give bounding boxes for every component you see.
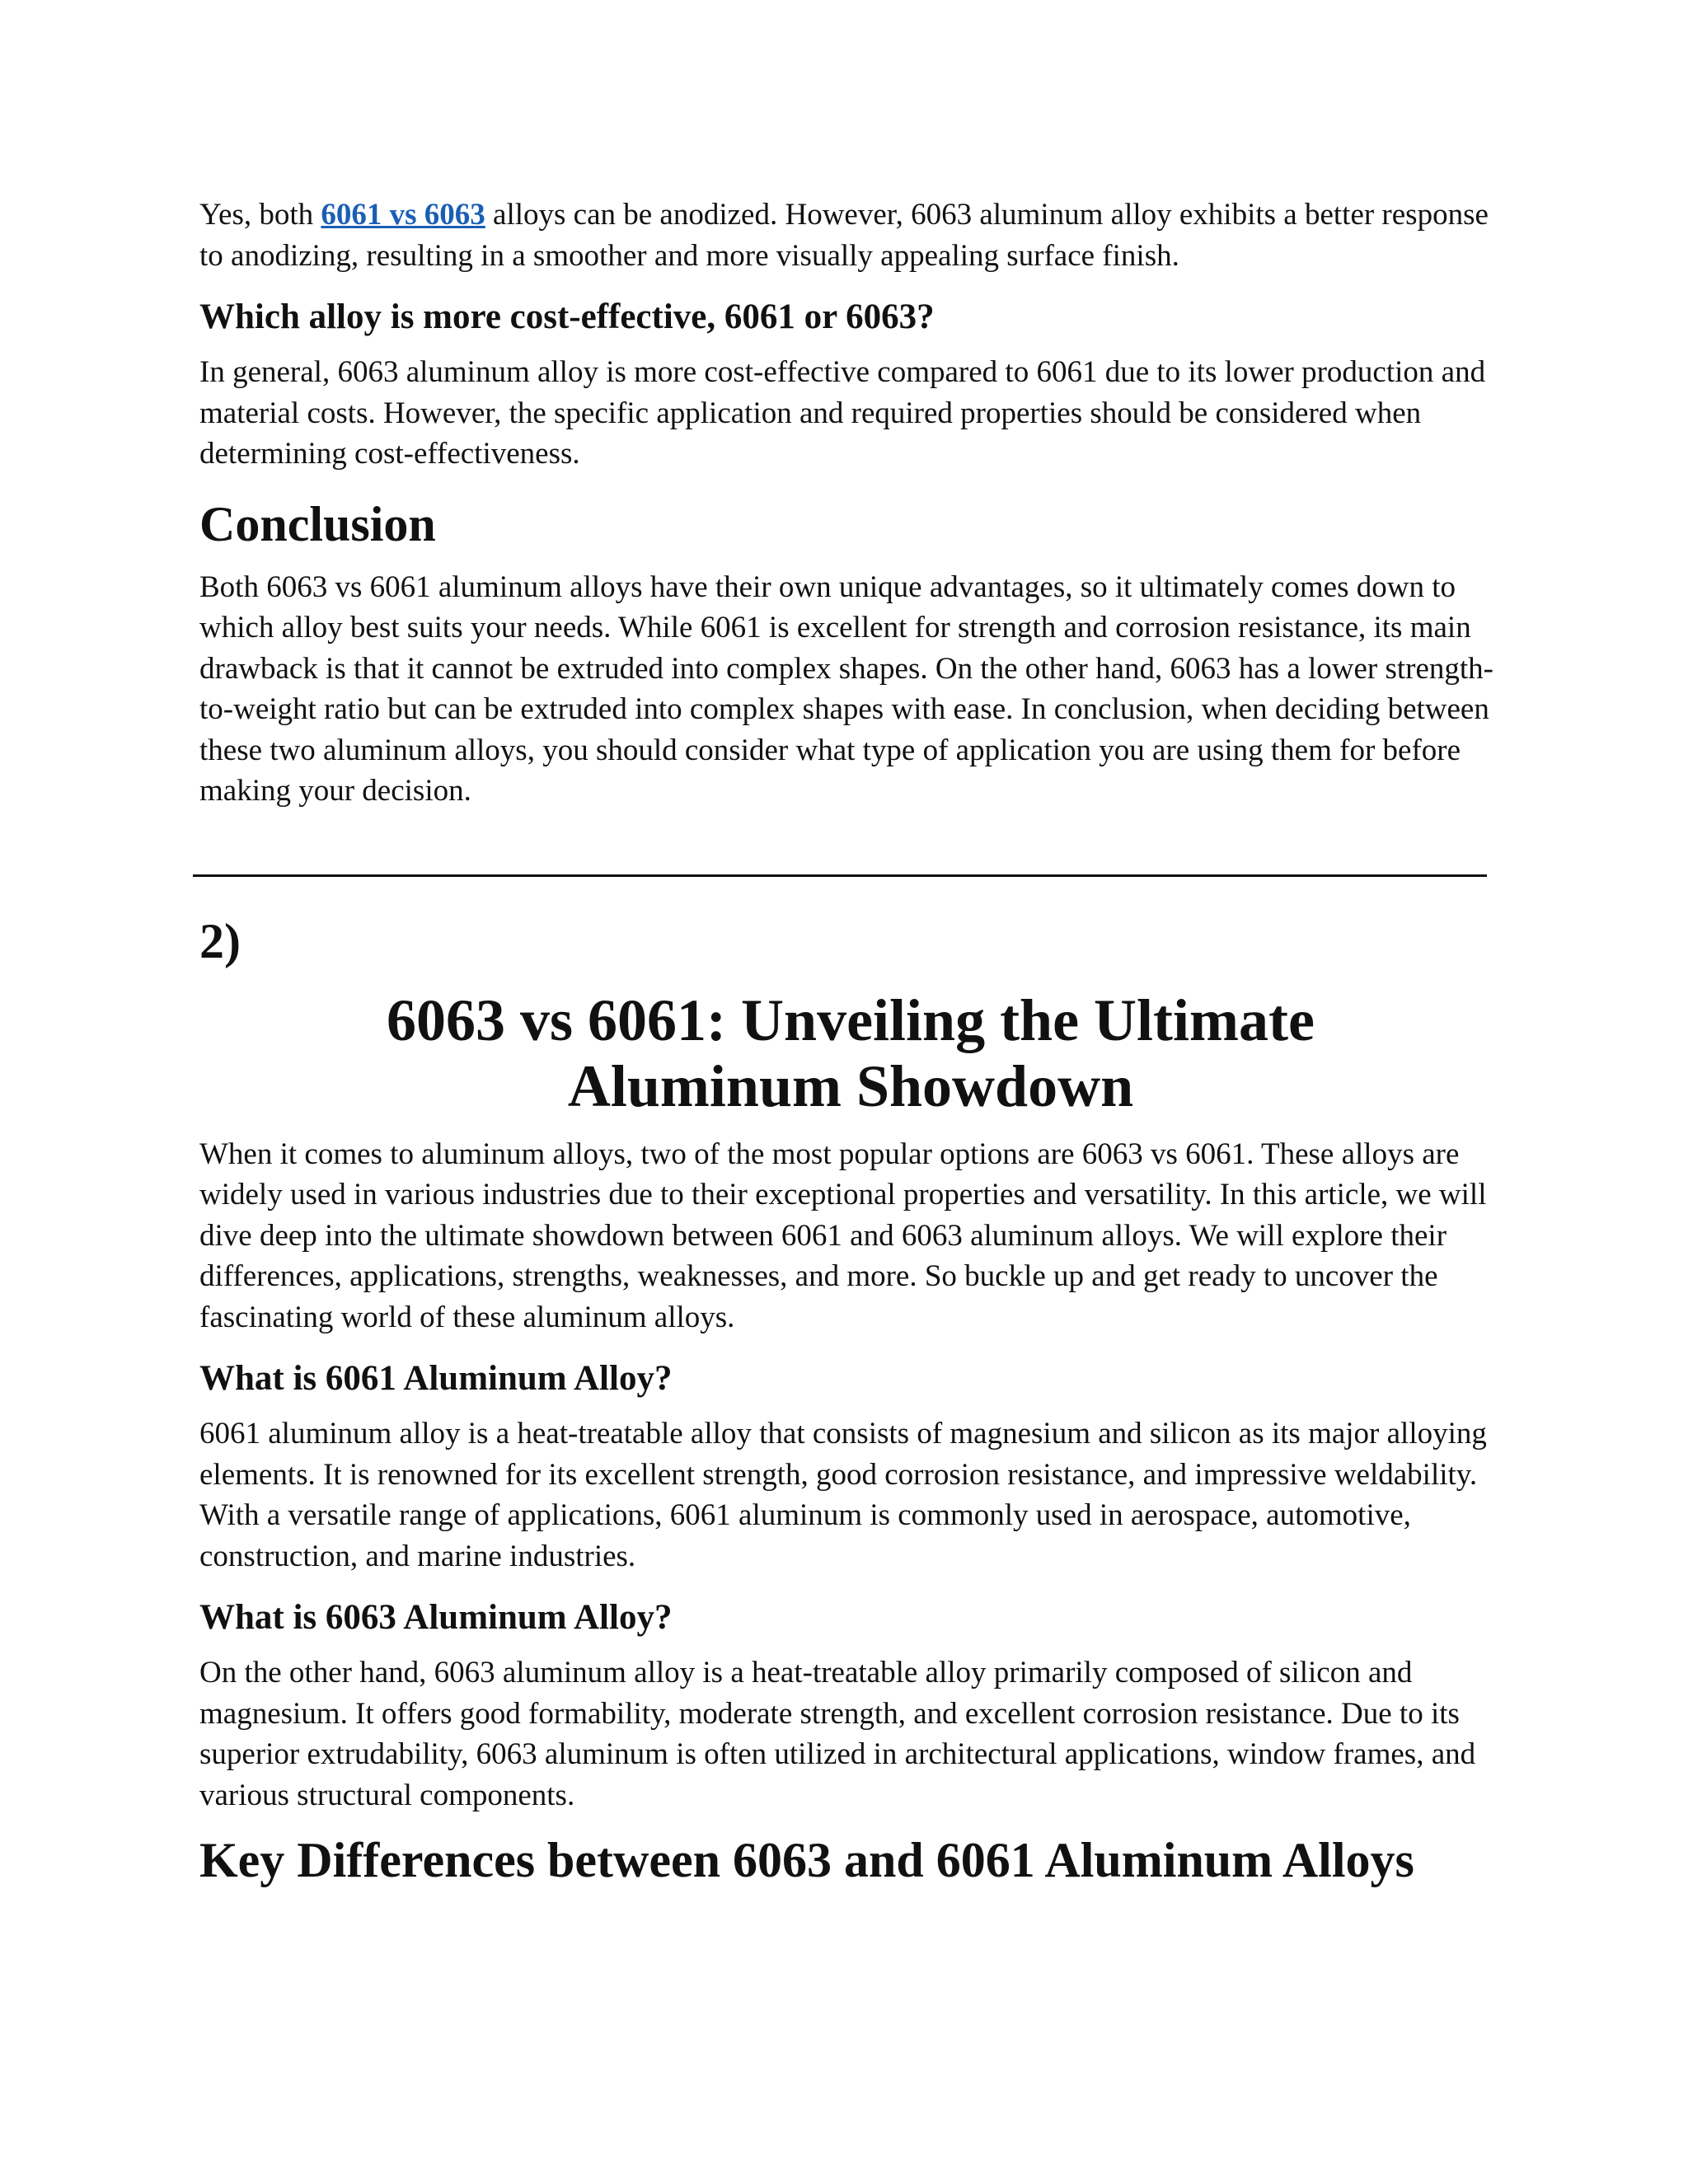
what-is-6063-heading: What is 6063 Aluminum Alloy? (199, 1598, 673, 1637)
article-intro: When it comes to aluminum alloys, two of the most popular options are 6063 vs 6061. These alloys are widely used in various industries due to their exceptional properties and versatility. In this article, we will dive deep into the ultimate showdown between 6061 and 6063 aluminum alloys. We will explore their differences, applications, strengths, weaknesses, and more. So buckle up and get ready to uncover the fascinating world of these aluminum alloys. (199, 1137, 1487, 1334)
what-is-6063-body: On the other hand, 6063 aluminum alloy is a heat-treatable alloy primarily composed of silicon and magnesium. It offers good formability, moderate strength, and excellent corrosion resistance. Due to its superior extrudability, 6063 aluminum is often utilized in architectural applications, window frames, and various structural components. (199, 1656, 1476, 1812)
anodize-answer-suffix: alloys can be anodized. However, 6063 aluminum alloy exhibits a better response to anodizing, resulting in a smoother and more visually appealing surface finish. (199, 198, 1489, 273)
section-divider (193, 874, 1487, 877)
what-is-6061-heading: What is 6061 Aluminum Alloy? (199, 1359, 673, 1398)
cost-answer: In general, 6063 aluminum alloy is more cost-effective compared to 6061 due to its lower production and material costs. However, the specific application and required properties should be considered when determining cost-effectiveness. (199, 355, 1486, 471)
key-differences-heading: Key Differences between 6063 and 6061 Aluminum Alloys (199, 1833, 1414, 1887)
document-page (199, 194, 1502, 1890)
section-number: 2) (199, 913, 241, 968)
conclusion-body: Both 6063 vs 6061 aluminum alloys have their own unique advantages, so it ultimately comes down to which alloy best suits your needs. While 6061 is excellent for strength and corrosion resistance, its main drawback is that it cannot be extruded into complex shapes. On the other hand, 6063 has a lower strength-to-weight ratio but can be extruded into complex shapes with ease. In conclusion, when deciding between these two aluminum alloys, you should consider what type of application you are using them for before making your decision. (199, 569, 1494, 808)
anodize-answer-prefix: Yes, both (199, 198, 321, 232)
anodize-answer (199, 194, 1502, 276)
conclusion-heading: Conclusion (199, 496, 436, 551)
what-is-6061-body: 6061 aluminum alloy is a heat-treatable alloy that consists of magnesium and silicon as its major alloying elements. It is renowned for its excellent strength, good corrosion resistance, and impressive weldability. With a versatile range of applications, 6061 aluminum is commonly used in aerospace, automotive, construction, and marine industries. (199, 1417, 1487, 1573)
alloy-comparison-link[interactable]: 6061 vs 6063 (321, 198, 485, 232)
cost-question-heading: Which alloy is more cost-effective, 6061 or 6063? (199, 298, 935, 336)
article-title: 6063 vs 6061: Unveiling the Ultimate Aluminum Showdown (387, 987, 1315, 1119)
